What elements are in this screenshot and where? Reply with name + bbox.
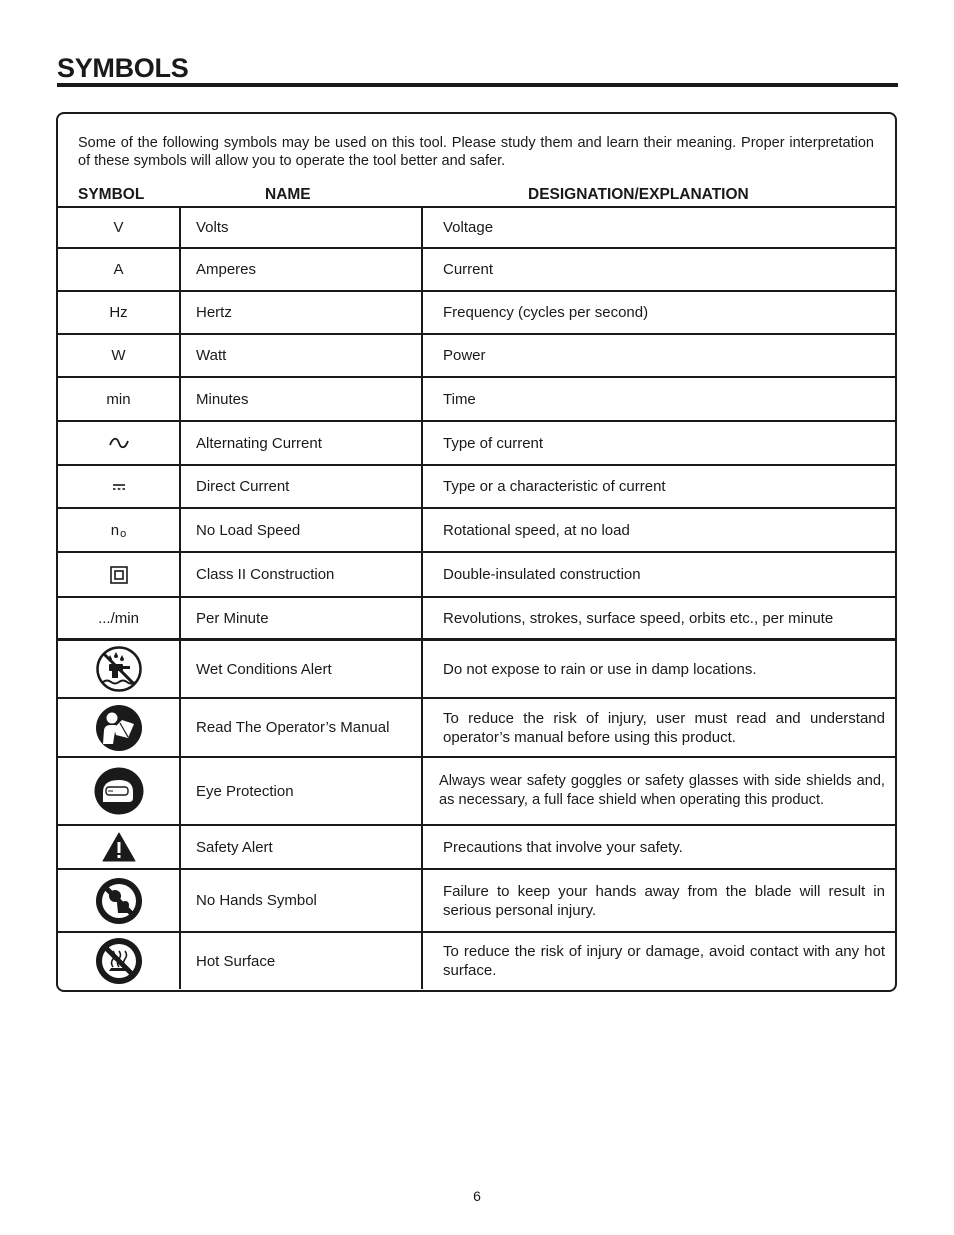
desc-cell: Always wear safety goggles or safety glasses with side shields and, as necessary, a full face shield when operating this product. xyxy=(439,773,885,808)
name-cell: Wet Conditions Alert xyxy=(179,641,423,697)
hot-surface-icon xyxy=(58,933,179,989)
desc-cell: Frequency (cycles per second) xyxy=(443,304,649,321)
desc-cell: Type or a characteristic of current xyxy=(443,478,666,495)
desc-cell: To reduce the risk of injury, user must read and understand operator’s manual before using this product. xyxy=(443,709,885,746)
desc-cell: Rotational speed, at no load xyxy=(443,521,630,539)
desc-cell: Precautions that involve your safety. xyxy=(443,838,683,856)
table-row xyxy=(58,290,895,333)
symbol-cell: Hz xyxy=(109,304,128,321)
table-row xyxy=(58,824,895,868)
name-cell: No Hands Symbol xyxy=(179,870,423,931)
table-row xyxy=(58,420,895,464)
symbol-cell: V xyxy=(113,219,124,236)
header-designation: DESIGNATION/EXPLANATION xyxy=(528,186,749,203)
title-rule xyxy=(57,83,898,87)
symbol-cell: .../min xyxy=(98,609,139,627)
name-cell: Amperes xyxy=(179,249,423,290)
symbol-text: n xyxy=(110,521,120,539)
name-cell: Hot Surface xyxy=(179,933,423,989)
direct-current-icon xyxy=(58,466,179,507)
alternating-current-icon xyxy=(58,422,179,464)
header-name: NAME xyxy=(265,186,311,203)
table-row xyxy=(58,206,895,247)
name-cell: Hertz xyxy=(179,292,423,333)
name-cell: Safety Alert xyxy=(179,826,423,868)
eye-protection-icon xyxy=(58,758,179,824)
table-row xyxy=(58,464,895,507)
wet-conditions-alert-icon xyxy=(58,641,179,697)
symbol-cell: A xyxy=(113,261,124,278)
desc-cell: Type of current xyxy=(443,434,544,452)
intro-text: Some of the following symbols may be used on this tool. Please study them and learn their meaning. Proper interpretation of these symbols will allow you to operate the tool better and safer. xyxy=(78,135,874,169)
table-row xyxy=(58,868,895,931)
table-row xyxy=(58,931,895,989)
desc-cell: Failure to keep your hands away from the blade will result in serious personal injury. xyxy=(443,882,885,919)
name-cell: Class II Construction xyxy=(179,553,423,596)
table-row xyxy=(58,596,895,638)
header-symbol: SYMBOL xyxy=(78,186,145,203)
name-cell: Direct Current xyxy=(179,466,423,507)
name-cell: No Load Speed xyxy=(179,509,423,551)
desc-cell: Voltage xyxy=(443,219,494,236)
page-title: SYMBOLS xyxy=(57,53,189,83)
table-row xyxy=(58,697,895,756)
page-number: 6 xyxy=(473,1188,481,1204)
table-row xyxy=(58,247,895,290)
table-row xyxy=(58,507,895,551)
name-cell: Volts xyxy=(179,208,423,247)
name-cell: Watt xyxy=(179,335,423,376)
symbols-table xyxy=(58,206,895,989)
name-cell: Eye Protection xyxy=(179,758,423,824)
class-ii-construction-icon xyxy=(58,553,179,596)
name-cell: Per Minute xyxy=(179,598,423,638)
desc-cell: Revolutions, strokes, surface speed, orbits etc., per minute xyxy=(443,609,834,627)
symbol-subscript: o xyxy=(120,528,127,540)
name-cell: Minutes xyxy=(179,378,423,420)
table-row xyxy=(58,551,895,596)
table-row xyxy=(58,333,895,376)
desc-cell: Do not expose to rain or use in damp locations. xyxy=(443,660,757,678)
desc-cell: Current xyxy=(443,261,494,278)
symbol-cell: W xyxy=(111,347,126,364)
safety-alert-icon xyxy=(58,826,179,868)
desc-cell: Time xyxy=(443,390,476,408)
symbols-box xyxy=(56,112,897,992)
no-hands-icon xyxy=(58,870,179,931)
table-row xyxy=(58,376,895,420)
symbol-cell xyxy=(58,509,179,551)
desc-cell: To reduce the risk of injury or damage, avoid contact with any hot surface. xyxy=(443,943,885,979)
table-row xyxy=(58,756,895,824)
symbol-cell: min xyxy=(106,390,131,408)
desc-cell: Double-insulated construction xyxy=(443,566,641,583)
name-cell: Read The Operator’s Manual xyxy=(179,699,423,756)
desc-cell: Power xyxy=(443,347,486,364)
table-row xyxy=(58,638,895,697)
read-manual-icon xyxy=(58,699,179,756)
name-cell: Alternating Current xyxy=(179,422,423,464)
